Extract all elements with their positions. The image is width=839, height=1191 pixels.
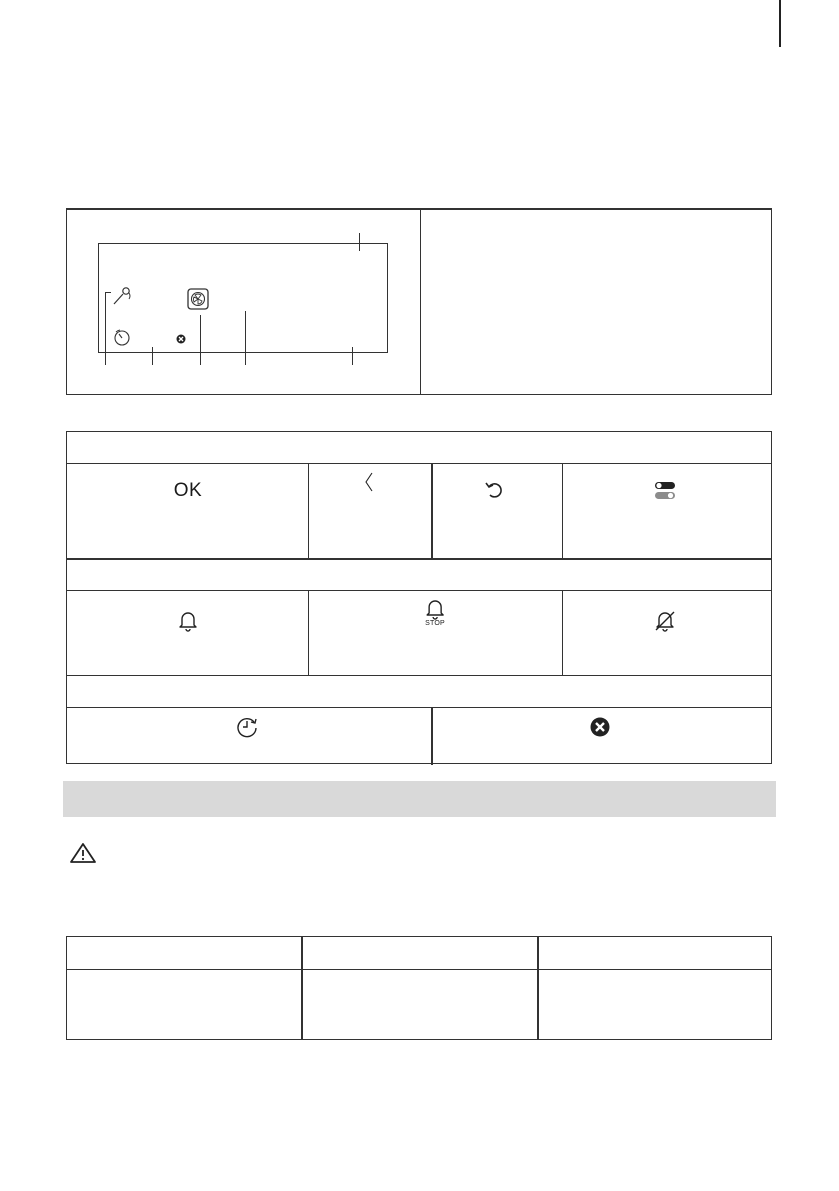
fan-icon	[187, 288, 209, 310]
section-header-band	[63, 781, 776, 817]
food-probe-icon	[112, 286, 134, 306]
bottom-table	[66, 936, 772, 1040]
col-line	[308, 463, 309, 558]
row-line	[67, 969, 771, 970]
timer-icon	[113, 328, 131, 346]
button-table	[66, 431, 772, 764]
col-line	[431, 707, 433, 765]
row-line	[67, 707, 771, 708]
callout-line-2	[152, 347, 153, 365]
row-line	[67, 590, 771, 591]
bell-stop-icon	[426, 598, 444, 620]
undo-arrow-icon	[484, 480, 504, 500]
figure-divider	[420, 210, 421, 394]
toggle-switches-icon	[654, 481, 676, 501]
callout-line-3	[200, 315, 201, 365]
clock-arrow-icon	[235, 715, 259, 739]
col-line	[562, 590, 563, 675]
col-line	[562, 463, 563, 558]
stop-label: STOP	[425, 620, 445, 627]
bell-icon	[179, 610, 197, 632]
display-figure-table	[66, 208, 772, 395]
x-circle-icon	[590, 717, 610, 737]
col-line	[301, 937, 303, 1039]
callout-line-4	[245, 311, 246, 365]
row-line	[67, 675, 771, 676]
chevron-left-icon	[364, 472, 374, 492]
callout-line-5	[352, 347, 353, 365]
cancel-icon-small	[176, 334, 186, 344]
col-line	[431, 463, 433, 558]
col-line	[308, 590, 309, 675]
row-line	[67, 463, 771, 464]
callout-line-top-right	[359, 233, 360, 251]
bell-off-icon	[655, 610, 675, 632]
warning-triangle-icon	[69, 842, 97, 864]
display-frame	[98, 243, 388, 353]
row-line	[67, 558, 771, 560]
callout-line-1	[105, 292, 106, 365]
margin-marker-line	[779, 0, 781, 47]
col-line	[537, 937, 539, 1039]
bell-stop-group	[425, 598, 445, 627]
callout-line-1-tick	[105, 292, 111, 293]
ok-button-icon: OK	[173, 480, 203, 501]
